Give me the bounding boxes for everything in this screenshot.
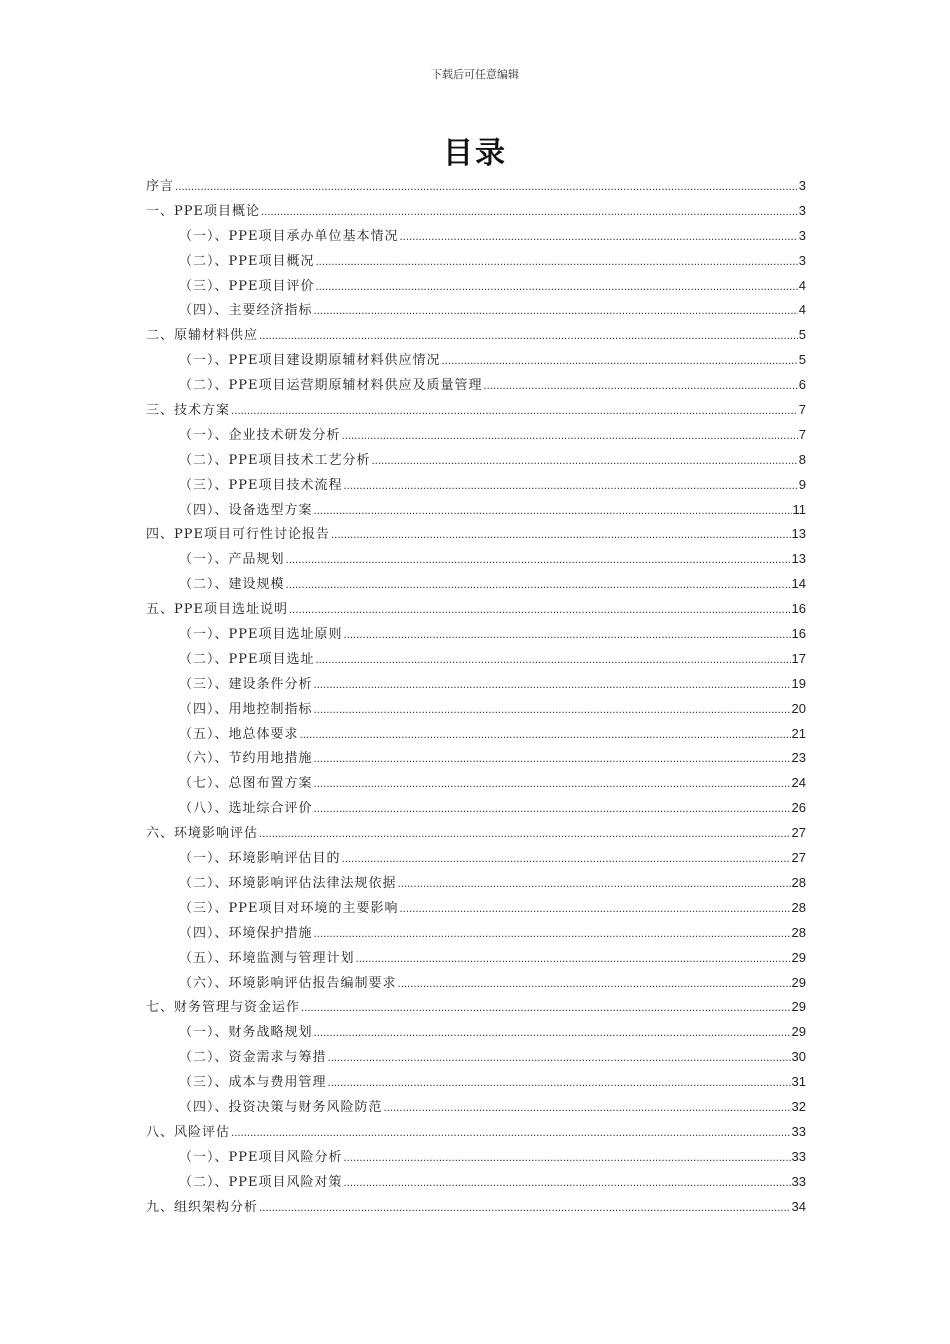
toc-entry-page: 34: [791, 1198, 806, 1214]
toc-entry[interactable]: [146, 298, 806, 323]
toc-entry[interactable]: [146, 1195, 806, 1220]
toc-entry-label: （一）、财务战略规划: [179, 1025, 313, 1041]
toc-dot-leader: [328, 1047, 791, 1072]
toc-entry-page: 4: [798, 277, 806, 293]
toc-dot-leader: [343, 1147, 790, 1172]
toc-entry-label: （四）、用地控制指标: [179, 701, 313, 717]
toc-entry[interactable]: [146, 672, 806, 697]
toc-entry-page: 27: [791, 825, 806, 841]
toc-entry-label: 一、PPE项目概论: [146, 203, 260, 219]
toc-dot-leader: [315, 276, 797, 301]
toc-entry[interactable]: [146, 274, 806, 299]
toc-dot-leader: [441, 350, 797, 375]
page-header: 下载后可任意编辑: [431, 68, 519, 81]
toc-entry-label: （六）、节约用地措施: [179, 751, 313, 767]
toc-entry[interactable]: [146, 373, 806, 398]
toc-entry-page: 28: [791, 899, 806, 915]
toc-entry-label: （一）、PPE项目承办单位基本情况: [179, 228, 399, 244]
toc-dot-leader: [483, 375, 797, 400]
toc-entry-label: 序言: [146, 179, 175, 194]
toc-entry-label: （五）、地总体要求: [179, 726, 299, 742]
toc-entry-label: （二）、PPE项目技术工艺分析: [179, 452, 371, 468]
toc-dot-leader: [259, 823, 791, 848]
toc-entry[interactable]: [146, 921, 806, 946]
toc-entry[interactable]: [146, 846, 806, 871]
toc-dot-leader: [342, 848, 791, 873]
toc-entry-label: （二）、资金需求与筹措: [179, 1050, 327, 1066]
toc-entry-page: 30: [791, 1049, 806, 1065]
toc-entry-label: 六、环境影响评估: [146, 826, 259, 842]
toc-entry[interactable]: [146, 1145, 806, 1170]
toc-entry-page: 13: [791, 551, 806, 567]
toc-entry-label: 五、PPE项目选址说明: [146, 602, 288, 618]
toc-entry-label: （二）、PPE项目风险对策: [179, 1174, 343, 1190]
toc-entry-page: 33: [791, 1123, 806, 1139]
toc-entry[interactable]: [146, 946, 806, 971]
toc-entry[interactable]: [146, 697, 806, 722]
toc-entry-page: 14: [791, 576, 806, 592]
toc-entry[interactable]: [146, 622, 806, 647]
toc-entry-page: 29: [791, 949, 806, 965]
toc-dot-leader: [314, 300, 798, 325]
toc-entry-label: （四）、主要经济指标: [179, 303, 313, 319]
toc-dot-leader: [231, 400, 798, 425]
toc-dot-leader: [314, 748, 791, 773]
toc-entry-page: 26: [791, 800, 806, 816]
toc-dot-leader: [259, 325, 798, 350]
toc-entry-label: （一）、PPE项目选址原则: [179, 627, 343, 643]
toc-entry-label: 四、PPE项目可行性讨论报告: [146, 527, 330, 543]
toc-entry[interactable]: [146, 796, 806, 821]
toc-dot-leader: [384, 1097, 791, 1122]
toc-entry-page: 16: [791, 601, 806, 617]
toc-entry-page: 28: [791, 924, 806, 940]
toc-entry-label: （一）、企业技术研发分析: [179, 427, 341, 443]
toc-dot-leader: [399, 898, 790, 923]
toc-dot-leader: [286, 574, 791, 599]
toc-dot-leader: [314, 699, 791, 724]
toc-dot-leader: [343, 1172, 790, 1197]
toc-entry[interactable]: [146, 398, 806, 423]
toc-entry-label: 七、财务管理与资金运作: [146, 1000, 301, 1016]
toc-entry-label: （二）、PPE项目选址: [179, 651, 315, 667]
toc-entry[interactable]: [146, 1045, 806, 1070]
toc-entry-label: （一）、PPE项目建设期原辅材料供应情况: [179, 353, 441, 369]
toc-entry[interactable]: [146, 522, 806, 547]
toc-title: 目录: [443, 136, 507, 171]
toc-dot-leader: [356, 948, 791, 973]
toc-dot-leader: [342, 425, 798, 450]
toc-entry-page: 13: [791, 526, 806, 542]
toc-dot-leader: [314, 798, 791, 823]
toc-entry-page: 3: [798, 227, 806, 243]
toc-entry[interactable]: [146, 597, 806, 622]
toc-dot-leader: [314, 923, 791, 948]
toc-dot-leader: [314, 674, 791, 699]
toc-dot-leader: [398, 973, 791, 998]
toc-entry[interactable]: [146, 1020, 806, 1045]
toc-entry-page: 6: [798, 377, 806, 393]
toc-dot-leader: [343, 624, 790, 649]
toc-entry-label: （三）、PPE项目技术流程: [179, 477, 343, 493]
toc-entry-label: （六）、环境影响评估报告编制要求: [179, 975, 397, 991]
toc-entry-label: （二）、PPE项目运营期原辅材料供应及质量管理: [179, 378, 483, 394]
toc-entry-page: 11: [792, 501, 806, 517]
toc-entry-page: 33: [791, 1148, 806, 1164]
toc-dot-leader: [331, 524, 791, 549]
toc-entry-page: 33: [791, 1173, 806, 1189]
toc-dot-leader: [399, 226, 797, 251]
toc-entry-page: 16: [791, 626, 806, 642]
toc-dot-leader: [371, 450, 797, 475]
toc-entry-label: （三）、PPE项目评价: [179, 278, 315, 294]
toc-entry-page: 19: [791, 675, 806, 691]
toc-entry-label: （三）、成本与费用管理: [179, 1075, 327, 1091]
toc-entry-label: 三、技术方案: [146, 403, 231, 419]
toc-entry-page: 4: [798, 302, 806, 318]
toc-entry[interactable]: [146, 199, 806, 224]
toc-entry-label: （三）、PPE项目对环境的主要影响: [179, 900, 399, 916]
toc-entry-page: 17: [791, 650, 806, 666]
table-of-contents: [146, 174, 806, 1219]
toc-entry[interactable]: [146, 249, 806, 274]
toc-entry-label: 九、组织架构分析: [146, 1199, 259, 1215]
toc-entry-label: 八、风险评估: [146, 1124, 231, 1140]
toc-entry[interactable]: [146, 348, 806, 373]
toc-entry-label: （五）、环境监测与管理计划: [179, 950, 355, 966]
toc-entry-label: （七）、总图布置方案: [179, 776, 313, 792]
toc-dot-leader: [315, 251, 797, 276]
toc-entry[interactable]: [146, 547, 806, 572]
toc-entry-label: （四）、投资决策与财务风险防范: [179, 1099, 383, 1115]
toc-entry[interactable]: [146, 572, 806, 597]
toc-entry-page: 32: [791, 1098, 806, 1114]
toc-dot-leader: [314, 773, 791, 798]
toc-entry-page: 7: [798, 402, 806, 418]
toc-dot-leader: [231, 1122, 791, 1147]
toc-entry[interactable]: [146, 1120, 806, 1145]
toc-entry[interactable]: [146, 174, 806, 199]
toc-dot-leader: [286, 549, 791, 574]
toc-entry-page: 3: [798, 252, 806, 268]
toc-dot-leader: [261, 201, 798, 226]
toc-entry-page: 5: [798, 327, 806, 343]
toc-entry[interactable]: [146, 896, 806, 921]
toc-dot-leader: [314, 500, 792, 525]
toc-entry[interactable]: [146, 971, 806, 996]
toc-dot-leader: [300, 724, 791, 749]
toc-entry-label: （二）、环境影响评估法律法规依据: [179, 875, 397, 891]
toc-entry-label: （一）、产品规划: [179, 552, 285, 568]
toc-entry[interactable]: [146, 821, 806, 846]
toc-entry[interactable]: [146, 224, 806, 249]
toc-entry-page: 27: [791, 850, 806, 866]
toc-entry-page: 28: [791, 874, 806, 890]
toc-entry-page: 3: [798, 178, 806, 193]
toc-dot-leader: [328, 1072, 791, 1097]
toc-entry[interactable]: [146, 995, 806, 1020]
toc-entry-page: 20: [791, 700, 806, 716]
toc-dot-leader: [314, 1022, 791, 1047]
toc-entry-label: （一）、环境影响评估目的: [179, 851, 341, 867]
toc-entry-label: （三）、建设条件分析: [179, 676, 313, 692]
toc-entry-page: 24: [791, 775, 806, 791]
toc-entry-label: 二、原辅材料供应: [146, 328, 259, 344]
toc-entry-page: 8: [798, 451, 806, 467]
toc-entry-label: （二）、建设规模: [179, 577, 285, 593]
toc-entry[interactable]: [146, 771, 806, 796]
toc-entry-page: 29: [791, 1024, 806, 1040]
toc-entry-page: 21: [791, 725, 806, 741]
toc-entry-label: （四）、设备选型方案: [179, 502, 313, 518]
toc-entry-page: 23: [791, 750, 806, 766]
toc-entry[interactable]: [146, 1070, 806, 1095]
toc-entry[interactable]: [146, 722, 806, 747]
toc-dot-leader: [301, 997, 791, 1022]
toc-dot-leader: [343, 475, 797, 500]
toc-entry[interactable]: [146, 1170, 806, 1195]
toc-dot-leader: [315, 649, 790, 674]
toc-entry-label: （八）、选址综合评价: [179, 801, 313, 817]
toc-entry-page: 9: [798, 476, 806, 492]
toc-dot-leader: [289, 599, 791, 624]
toc-entry-label: （四）、环境保护措施: [179, 925, 313, 941]
toc-entry[interactable]: [146, 871, 806, 896]
toc-entry-label: （二）、PPE项目概况: [179, 253, 315, 269]
toc-entry[interactable]: [146, 423, 806, 448]
toc-entry-page: 7: [798, 426, 806, 442]
toc-entry[interactable]: [146, 473, 806, 498]
toc-entry[interactable]: [146, 323, 806, 348]
toc-entry-page: 5: [798, 352, 806, 368]
toc-entry[interactable]: [146, 498, 806, 523]
toc-dot-leader: [398, 873, 791, 898]
toc-entry-label: （一）、PPE项目风险分析: [179, 1149, 343, 1165]
toc-dot-leader: [175, 176, 798, 201]
toc-entry[interactable]: [146, 448, 806, 473]
toc-entry[interactable]: [146, 746, 806, 771]
toc-entry-page: 31: [791, 1074, 806, 1090]
toc-entry-page: 29: [791, 999, 806, 1015]
toc-entry-page: 29: [791, 974, 806, 990]
toc-entry[interactable]: [146, 1095, 806, 1120]
toc-dot-leader: [259, 1197, 791, 1222]
toc-entry-page: 3: [798, 202, 806, 218]
toc-entry[interactable]: [146, 647, 806, 672]
